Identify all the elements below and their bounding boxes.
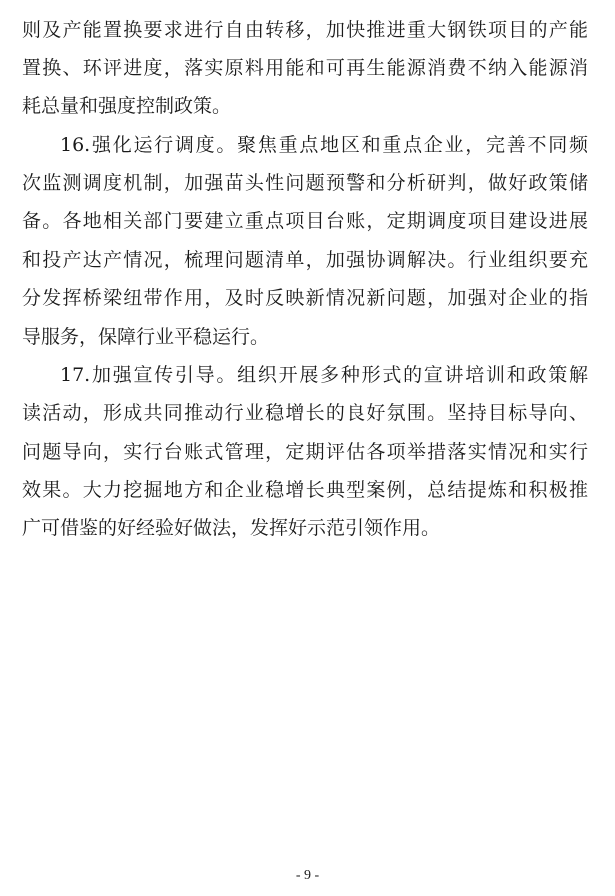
paragraph-line: 导服务，保障行业平稳运行。 <box>22 326 270 348</box>
paragraph-line: 置换、环评进度，落实原料用能和可再生能源消费不纳入能源消 <box>22 57 588 79</box>
paragraph-line: 耗总量和强度控制政策。 <box>22 95 232 117</box>
paragraph-line: 则及产能置换要求进行自由转移，加快推进重大钢铁项目的产能 <box>22 19 588 41</box>
paragraph-line: 读活动，形成共同推动行业稳增长的良好氛围。坚持目标导向、 <box>22 402 588 424</box>
paragraph-line: 次监测调度机制，加强苗头性问题预警和分析研判，做好政策储 <box>22 172 588 194</box>
paragraph-line: 效果。大力挖掘地方和企业稳增长典型案例，总结提炼和积极推 <box>22 479 588 501</box>
paragraph-line: 分发挥桥梁纽带作用，及时反映新情况新问题，加强对企业的指 <box>22 287 588 309</box>
paragraph-line: 和投产达产情况，梳理问题清单，加强协调解决。行业组织要充 <box>22 249 588 271</box>
section-16-heading-line: 16.强化运行调度。聚焦重点地区和重点企业，完善不同频 <box>60 134 588 156</box>
paragraph-line: 问题导向，实行台账式管理，定期评估各项举措落实情况和实行 <box>22 441 588 463</box>
section-17-heading-line: 17.加强宣传引导。组织开展多种形式的宣讲培训和政策解 <box>60 364 588 386</box>
paragraph-line: 备。各地相关部门要建立重点项目台账，定期调度项目建设进展 <box>22 210 588 232</box>
page-number: - 9 - <box>295 868 320 883</box>
paragraph-line: 广可借鉴的好经验好做法，发挥好示范引领作用。 <box>22 517 441 539</box>
